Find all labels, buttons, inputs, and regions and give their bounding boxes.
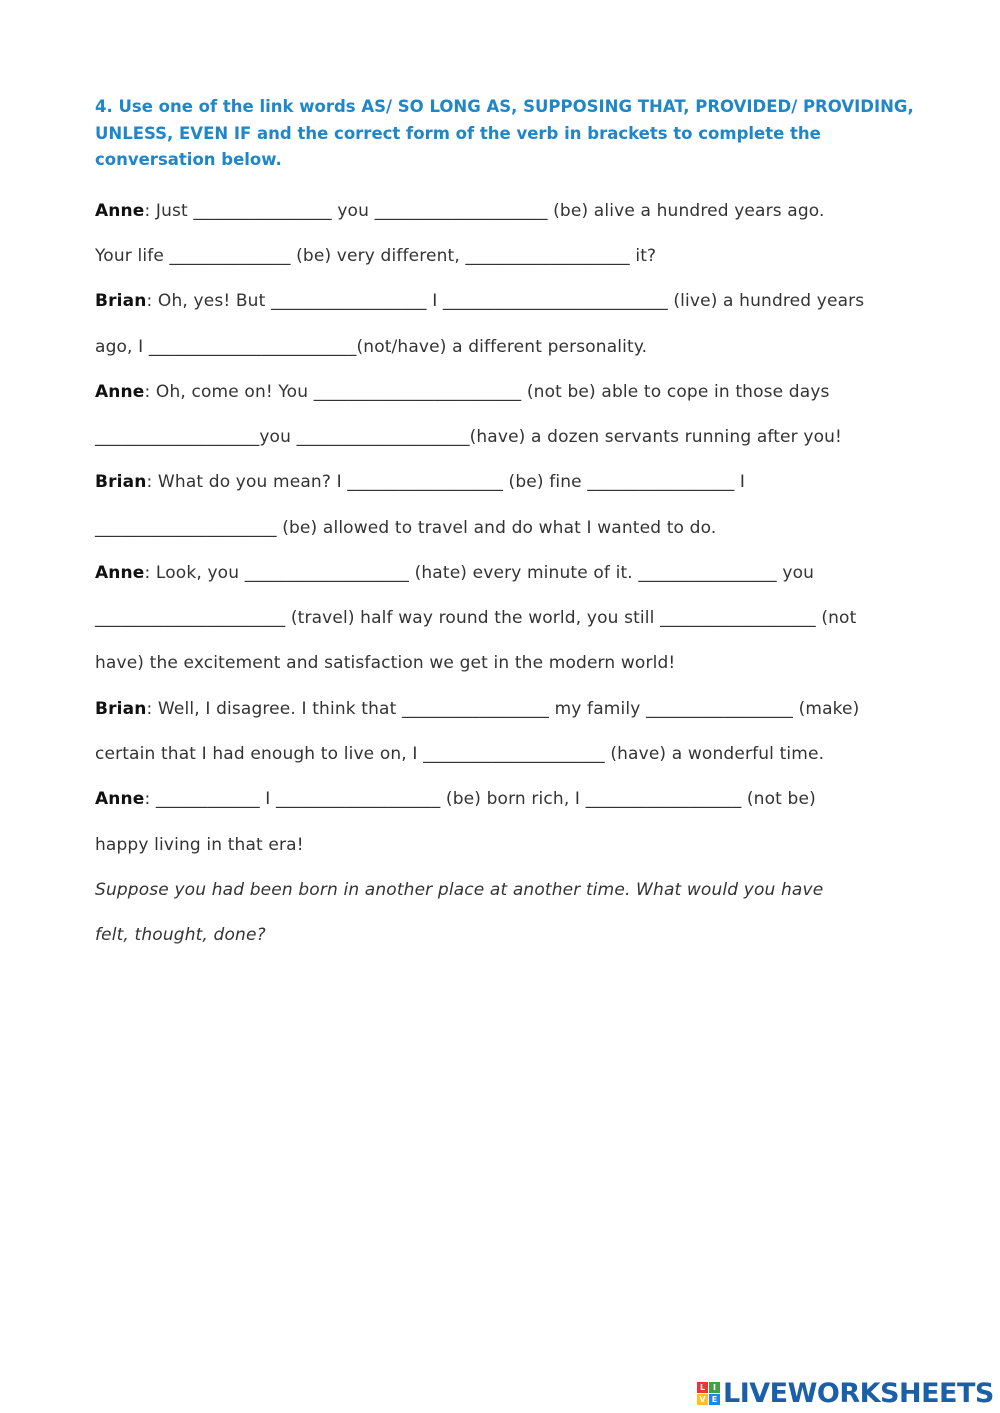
speaker-name: Brian xyxy=(95,472,147,492)
conversation-line xyxy=(95,606,925,630)
logo-letter-l: L xyxy=(697,1382,708,1393)
conversation-line xyxy=(95,199,925,223)
speaker-name: Anne xyxy=(95,382,145,402)
conversation-line xyxy=(95,289,925,313)
line-text: happy living in that era! xyxy=(95,835,304,855)
line-text: : Just ________________ you ____________________ (be) alive a hundred years ago. xyxy=(144,201,825,221)
conversation-line xyxy=(95,787,925,811)
liveworksheets-logo xyxy=(697,1376,994,1410)
conversation-line xyxy=(95,470,925,494)
speaker-name: Anne xyxy=(95,201,145,221)
logo-wordmark: LIVEWORKSHEETS xyxy=(723,1377,994,1409)
line-text: : What do you mean? I __________________ (be) fine _________________ I xyxy=(146,472,746,492)
conversation-line xyxy=(95,425,925,449)
speaker-name: Brian xyxy=(95,699,147,719)
line-text: : Well, I disagree. I think that _________________ my family _________________ (make) xyxy=(146,699,860,719)
logo-mark xyxy=(697,1382,720,1405)
line-text: have) the excitement and satisfaction we get in the modern world! xyxy=(95,653,676,673)
speaker-name: Brian xyxy=(95,291,147,311)
writing-prompt-line-1: Suppose you had been born in another place at another time. What would you have xyxy=(95,880,824,900)
line-text: : Oh, come on! You ________________________ (not be) able to cope in those days xyxy=(144,382,830,402)
logo-letter-i: I xyxy=(709,1382,720,1393)
conversation-line xyxy=(95,380,925,404)
conversation-line xyxy=(95,697,925,721)
conversation-line xyxy=(95,516,925,540)
line-text: Your life ______________ (be) very different, ___________________ it? xyxy=(95,246,657,266)
speaker-name: Anne xyxy=(95,789,145,809)
conversation-line xyxy=(95,833,925,857)
conversation-line xyxy=(95,335,925,359)
line-text: ______________________ (travel) half way round the world, you still __________________ (not xyxy=(95,608,857,628)
line-text: : Oh, yes! But __________________ I __________________________ (live) a hundred years xyxy=(146,291,865,311)
line-text: ___________________you ____________________(have) a dozen servants running after you! xyxy=(95,427,843,447)
line-text: ago, I ________________________(not/have) a different personality. xyxy=(95,337,648,357)
line-text: _____________________ (be) allowed to travel and do what I wanted to do. xyxy=(95,518,717,538)
writing-prompt-line-2: felt, thought, done? xyxy=(95,925,266,945)
conversation-line xyxy=(95,561,925,585)
line-text: certain that I had enough to live on, I _____________________ (have) a wonderful time. xyxy=(95,744,825,764)
line-text: : Look, you ___________________ (hate) every minute of it. ________________ you xyxy=(144,563,815,583)
conversation-line xyxy=(95,742,925,766)
logo-letter-e: E xyxy=(709,1394,720,1405)
conversation-line xyxy=(95,651,925,675)
conversation-line xyxy=(95,244,925,268)
line-text: : ____________ I ___________________ (be) born rich, I __________________ (not be) xyxy=(144,789,816,809)
exercise-instructions: 4. Use one of the link words AS/ SO LONG AS, SUPPOSING THAT, PROVIDED/ PROVIDING, UNLESS, EVEN IF and the correct form of the verb in brackets to complete the conversation below. xyxy=(95,97,914,169)
logo-letter-v: V xyxy=(697,1394,708,1405)
speaker-name: Anne xyxy=(95,563,145,583)
